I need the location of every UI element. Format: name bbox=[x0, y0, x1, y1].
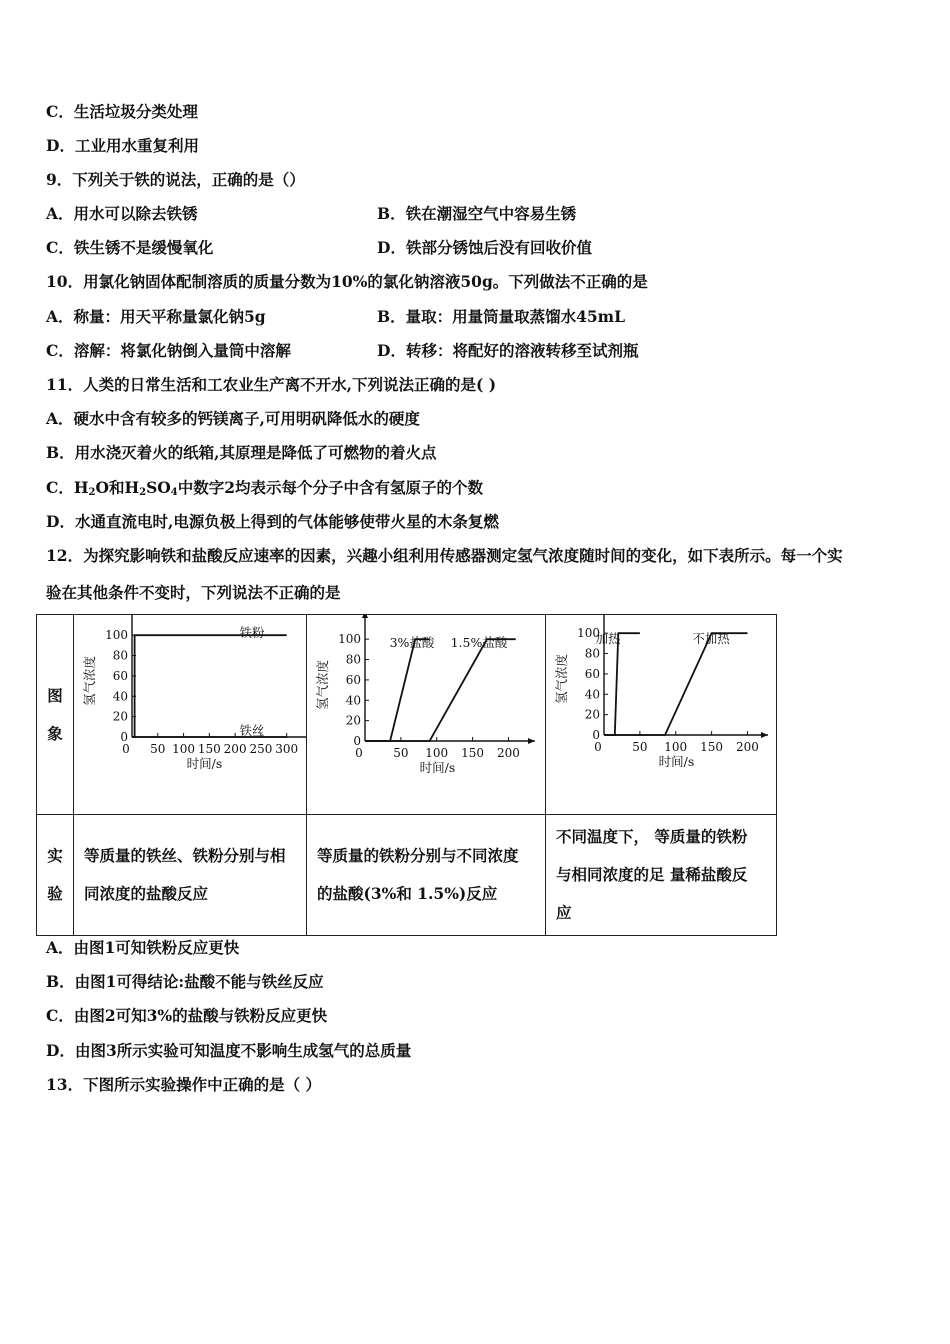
row-head-graph-1: 图 bbox=[47, 685, 63, 705]
y-tick-label: 80 bbox=[584, 646, 600, 661]
row-head-graph bbox=[37, 615, 74, 815]
y-tick-label: 0 bbox=[120, 730, 128, 744]
x-tick-label: 300 bbox=[275, 742, 299, 756]
q9-option-c: C．铁生锈不是缓慢氧化 bbox=[46, 238, 214, 257]
q10-option-c: C．溶解：将氯化钠倒入量筒中溶解 bbox=[46, 341, 291, 360]
q12-option-a: A．由图1可知铁粉反应更快 bbox=[46, 938, 240, 957]
q11-option-c bbox=[46, 477, 483, 504]
q11c-part2: O和H bbox=[95, 478, 140, 497]
y-tick-label: 40 bbox=[112, 689, 128, 704]
x-tick-label: 0 bbox=[594, 740, 602, 754]
x-axis-arrow bbox=[528, 738, 535, 744]
x-tick-label: 200 bbox=[736, 740, 759, 754]
chart-3 bbox=[546, 615, 776, 810]
q11c-part1: C．H bbox=[46, 478, 89, 497]
series-label-2: 不加热 bbox=[692, 631, 730, 646]
q9-option-d: D．铁部分锈蚀后没有回收价值 bbox=[377, 238, 592, 257]
x-tick-label: 150 bbox=[197, 742, 221, 756]
exp1-line2: 同浓度的盐酸反应 bbox=[84, 884, 209, 903]
exp1-line1: 等质量的铁丝、铁粉分别与相 bbox=[84, 846, 286, 865]
series-line-2 bbox=[365, 639, 516, 741]
x-tick-label: 50 bbox=[393, 746, 409, 760]
row-head-exp-2: 验 bbox=[47, 884, 63, 903]
graph-cell-3 bbox=[546, 615, 777, 815]
x-tick-label: 50 bbox=[632, 740, 648, 754]
option-d-water-reuse: D．工业用水重复利用 bbox=[46, 136, 199, 155]
exp-cell-3 bbox=[546, 815, 777, 936]
question-11: 11．人类的日常生活和工农业生产离不开水,下列说法正确的是( ) bbox=[46, 375, 497, 394]
y-axis-label: 氢气浓度 bbox=[82, 655, 97, 707]
q10-option-d: D．转移：将配好的溶液转移至试剂瓶 bbox=[377, 341, 639, 360]
y-tick-label: 20 bbox=[584, 707, 600, 722]
y-axis-label: 氢气浓度 bbox=[315, 659, 330, 711]
x-tick-label: 250 bbox=[249, 742, 273, 756]
x-axis-arrow bbox=[761, 732, 768, 738]
q11-option-b: B．用水浇灭着火的纸箱,其原理是降低了可燃物的着火点 bbox=[46, 443, 437, 462]
question-13: 13．下图所示实验操作中正确的是（ ） bbox=[46, 1075, 321, 1094]
experiment-table bbox=[36, 614, 777, 936]
y-tick-label: 100 bbox=[105, 628, 128, 643]
x-axis-label: 时间/s bbox=[658, 754, 695, 769]
y-tick-label: 100 bbox=[577, 626, 600, 641]
y-tick-label: 100 bbox=[338, 632, 361, 647]
x-tick-label: 100 bbox=[425, 746, 449, 760]
series-line-1 bbox=[132, 635, 287, 737]
x-tick-label: 0 bbox=[122, 742, 130, 756]
row-head-graph-2: 象 bbox=[47, 723, 63, 743]
row-head-exp bbox=[37, 815, 74, 936]
q11c-sub3: 4 bbox=[170, 487, 178, 498]
series-label-2: 1.5%盐酸 bbox=[450, 635, 508, 650]
y-tick-label: 0 bbox=[592, 728, 600, 742]
y-tick-label: 80 bbox=[112, 648, 128, 663]
q9-option-b: B．铁在潮湿空气中容易生锈 bbox=[377, 204, 577, 223]
y-tick-label: 40 bbox=[345, 693, 361, 708]
series-line-2 bbox=[604, 633, 748, 735]
chart-2 bbox=[307, 615, 545, 810]
graph-cell-2 bbox=[307, 615, 546, 815]
chart-1 bbox=[74, 615, 306, 810]
series-line-1 bbox=[604, 633, 640, 735]
exp-cell-2 bbox=[307, 815, 546, 936]
x-tick-label: 0 bbox=[355, 746, 363, 760]
x-tick-label: 200 bbox=[223, 742, 247, 756]
question-12-line2: 验在其他条件不变时，下列说法不正确的是 bbox=[46, 583, 341, 602]
exp-cell-1 bbox=[74, 815, 307, 936]
x-tick-label: 200 bbox=[497, 746, 520, 760]
q11c-part3: SO bbox=[146, 478, 171, 497]
option-c-garbage: C．生活垃圾分类处理 bbox=[46, 102, 198, 121]
question-10: 10．用氯化钠固体配制溶质的质量分数为10%的氯化钠溶液50g。下列做法不正确的是 bbox=[46, 272, 648, 291]
y-tick-label: 60 bbox=[112, 668, 128, 683]
question-12-line1: 12．为探究影响铁和盐酸反应速率的因素，兴趣小组利用传感器测定氢气浓度随时间的变化，如下表所示。每一个实 bbox=[46, 546, 843, 565]
y-tick-label: 60 bbox=[345, 672, 361, 687]
series-label-2: 铁丝 bbox=[239, 723, 265, 738]
y-axis-arrow bbox=[362, 615, 368, 618]
x-tick-label: 100 bbox=[172, 742, 196, 756]
x-tick-label: 150 bbox=[700, 740, 724, 754]
x-tick-label: 150 bbox=[461, 746, 485, 760]
exp2-line1: 等质量的铁粉分别与不同浓度 bbox=[317, 846, 519, 865]
series-line-1 bbox=[365, 639, 430, 741]
y-tick-label: 20 bbox=[345, 713, 361, 728]
exp3-line3: 应 bbox=[556, 903, 572, 922]
y-tick-label: 40 bbox=[584, 687, 600, 702]
y-tick-label: 0 bbox=[353, 734, 361, 748]
q12-option-b: B．由图1可得结论:盐酸不能与铁丝反应 bbox=[46, 972, 324, 991]
q12-option-d: D．由图3所示实验可知温度不影响生成氢气的总质量 bbox=[46, 1041, 412, 1060]
q11c-sub1: 2 bbox=[88, 487, 96, 498]
q12-option-c: C．由图2可知3%的盐酸与铁粉反应更快 bbox=[46, 1006, 328, 1025]
question-9: 9．下列关于铁的说法，正确的是（） bbox=[46, 170, 305, 189]
q11c-part4: 中数字2均表示每个分子中含有氢原子的个数 bbox=[177, 478, 484, 497]
q11c-sub2: 2 bbox=[139, 487, 147, 498]
y-tick-label: 60 bbox=[584, 666, 600, 681]
graph-cell-1 bbox=[74, 615, 307, 815]
x-tick-label: 100 bbox=[664, 740, 688, 754]
exp3-line1: 不同温度下， 等质量的铁粉 bbox=[556, 827, 748, 846]
x-tick-label: 50 bbox=[150, 742, 166, 756]
q9-option-a: A．用水可以除去铁锈 bbox=[46, 204, 198, 223]
x-axis-label: 时间/s bbox=[419, 760, 456, 775]
x-axis-label: 时间/s bbox=[186, 756, 223, 771]
row-head-exp-1: 实 bbox=[47, 846, 63, 865]
q11-option-d: D．水通直流电时,电源负极上得到的气体能够使带火星的木条复燃 bbox=[46, 512, 499, 531]
series-label-1: 加热 bbox=[595, 631, 621, 646]
y-axis-label: 氢气浓度 bbox=[554, 653, 569, 705]
y-tick-label: 20 bbox=[112, 709, 128, 724]
q10-option-a: A．称量：用天平称量氯化钠5g bbox=[46, 307, 266, 326]
q10-option-b: B．量取：用量筒量取蒸馏水45mL bbox=[377, 307, 625, 326]
exp2-line2: 的盐酸(3%和 1.5%)反应 bbox=[317, 884, 498, 903]
series-label-1: 3%盐酸 bbox=[389, 635, 435, 650]
q11-option-a: A．硬水中含有较多的钙镁离子,可用明矾降低水的硬度 bbox=[46, 409, 420, 428]
exp3-line2: 与相同浓度的足 量稀盐酸反 bbox=[556, 865, 748, 884]
series-label-1: 铁粉 bbox=[239, 625, 265, 640]
y-tick-label: 80 bbox=[345, 652, 361, 667]
